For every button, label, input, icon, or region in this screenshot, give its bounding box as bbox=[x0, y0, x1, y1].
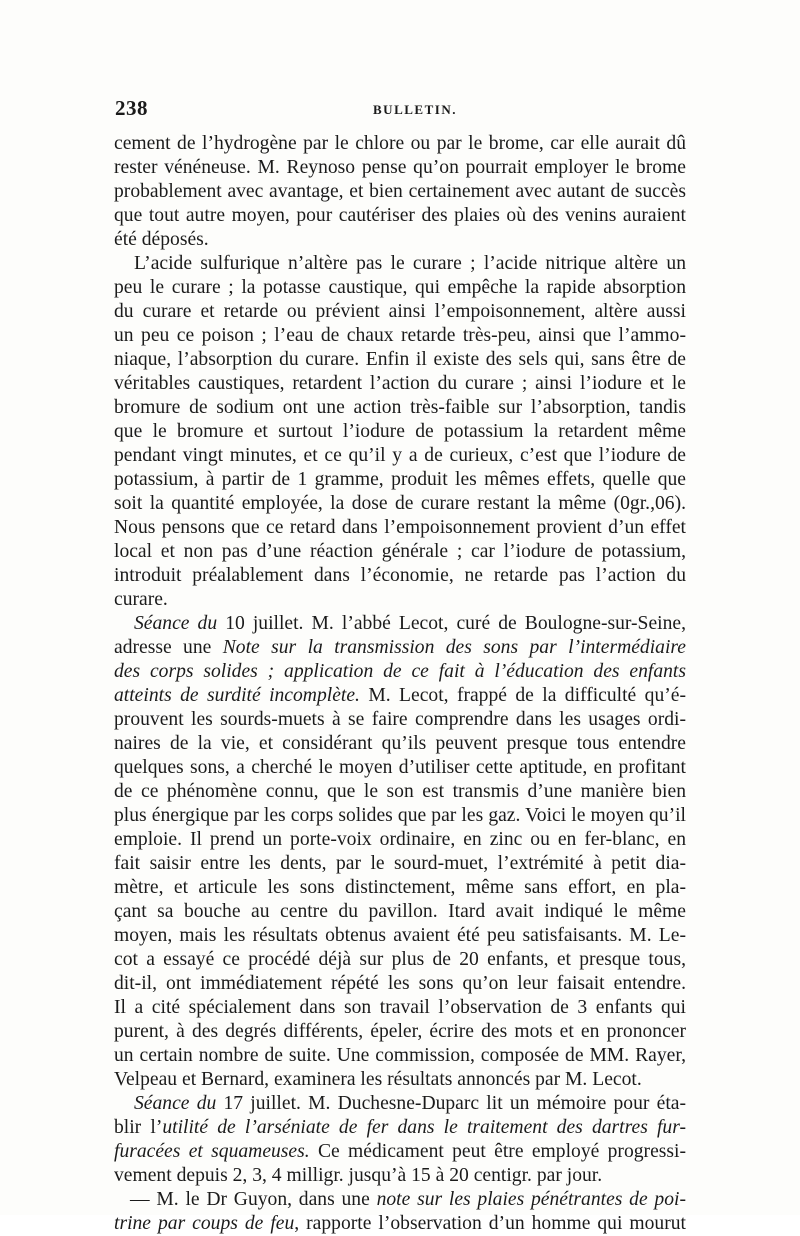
text-line: prouvent les sourds-muets à se faire comprendre dans les usages ordi- bbox=[114, 709, 686, 730]
text-line bbox=[114, 660, 686, 684]
text-line: purent, à des degrés différents, épeler, écrire des mots et en prononcer bbox=[114, 1021, 686, 1042]
work-title: trine par coups de feu bbox=[114, 1213, 295, 1234]
text-line bbox=[114, 1140, 686, 1164]
text-line: véritables caustiques, retardent l’action du curare ; ainsi l’iodure et le bbox=[114, 373, 686, 394]
text-line: été déposés. bbox=[114, 229, 209, 250]
text-line: Nous pensons que ce retard dans l’empoisonnement provient d’un effet bbox=[114, 517, 686, 538]
text-line: dit-il, ont immédiatement répété les sons qu’on leur faisait entendre. bbox=[114, 973, 686, 994]
work-title: Note sur la transmission des sons par l’intermédiaire bbox=[222, 637, 686, 658]
text-line: cot a essayé ce procédé déjà sur plus de 20 enfants, et presque tous, bbox=[114, 949, 686, 970]
text-line: mètre, et articule les sons distinctement, même sans effort, en pla- bbox=[114, 877, 686, 898]
page-number: 238 bbox=[115, 96, 148, 120]
text-line: pendant vingt minutes, et ce qu’il y a de curieux, c’est que l’iodure de bbox=[114, 445, 686, 466]
text-run: M. Lecot, frappé de la difficulté qu’é- bbox=[359, 685, 686, 706]
work-title: furacées et squameuses. bbox=[114, 1141, 310, 1162]
session-date-label: Séance du bbox=[134, 613, 226, 634]
text-run: blir l’ bbox=[114, 1117, 163, 1138]
work-title: atteints de surdité incomplète. bbox=[114, 685, 360, 706]
text-line: un certain nombre de suite. Une commission, composée de MM. Rayer, bbox=[114, 1045, 686, 1066]
session-date-label: Séance du bbox=[134, 1093, 224, 1114]
text-line: L’acide sulfurique n’altère pas le curare ; l’acide nitrique altère un bbox=[134, 253, 686, 274]
text-line bbox=[114, 1188, 686, 1212]
work-title: note sur les plaies pénétrantes de poi- bbox=[376, 1189, 686, 1210]
text-line bbox=[114, 1092, 686, 1116]
text-line: local et non pas d’une réaction générale ; car l’iodure de potassium, bbox=[114, 541, 686, 562]
work-title: utilité de l’arséniate de fer dans le traitement des dartres fur- bbox=[162, 1117, 686, 1138]
text-line: curare. bbox=[114, 589, 168, 610]
text-line: moyen, mais les résultats obtenus avaient été peu satisfaisants. M. Le- bbox=[114, 925, 686, 946]
text-line: peu le curare ; la potasse caustique, qui empêche la rapide absorption bbox=[114, 277, 686, 298]
text-line: que le bromure et surtout l’iodure de potassium la retardent même bbox=[114, 421, 686, 442]
text-line: Il a cité spécialement dans son travail l’observation de 3 enfants qui bbox=[114, 997, 686, 1018]
text-line bbox=[114, 684, 686, 708]
text-line: probablement avec avantage, et bien certainement avec autant de succès bbox=[114, 181, 686, 202]
text-run: adresse une bbox=[114, 637, 223, 658]
text-line: çant sa bouche au centre du pavillon. Itard avait indiqué le même bbox=[114, 901, 686, 922]
text-line: potassium, à partir de 1 gramme, produit les mêmes effets, quelle que bbox=[114, 469, 686, 490]
text-line: rester vénéneuse. M. Reynoso pense qu’on pourrait employer le brome bbox=[114, 157, 686, 178]
body-text bbox=[114, 132, 686, 1236]
text-run: — M. le Dr Guyon, dans une bbox=[130, 1189, 377, 1210]
text-line: emploie. Il prend un porte-voix ordinaire, en zinc ou en fer-blanc, en bbox=[114, 829, 686, 850]
text-line bbox=[114, 612, 686, 636]
text-run: , rapporte l’observation d’un homme qui mourut bbox=[294, 1213, 686, 1234]
text-run: Ce médicament peut être employé progressi- bbox=[309, 1141, 686, 1162]
text-line: de ce phénomène connu, que le son est transmis d’une manière bien bbox=[114, 781, 686, 802]
text-run: 10 juillet. M. l’abbé Lecot, curé de Boulogne-sur-Seine, bbox=[225, 613, 686, 634]
text-line: Velpeau et Bernard, examinera les résultats annoncés par M. Lecot. bbox=[114, 1069, 642, 1090]
text-line: vement depuis 2, 3, 4 milligr. jusqu’à 15 à 20 centigr. par jour. bbox=[114, 1165, 603, 1186]
text-line: fait saisir entre les dents, par le sourd-muet, l’extrémité à petit dia- bbox=[114, 853, 686, 874]
text-line: un peu ce poison ; l’eau de chaux retarde très-peu, ainsi que l’ammo- bbox=[114, 325, 686, 346]
text-line: introduit préalablement dans l’économie, ne retarde pas l’action du bbox=[114, 565, 686, 586]
text-line: bromure de sodium ont une action très-faible sur l’absorption, tandis bbox=[114, 397, 686, 418]
text-line: quelques sons, a cherché le moyen d’utiliser cette aptitude, en profitant bbox=[114, 757, 686, 778]
text-run: 17 juillet. M. Duchesne-Duparc lit un mémoire pour éta- bbox=[223, 1093, 686, 1114]
text-line bbox=[114, 636, 686, 660]
text-line: naires de la vie, et considérant qu’ils peuvent presque tous entendre bbox=[114, 733, 686, 754]
text-line bbox=[114, 1116, 686, 1140]
text-line: niaque, l’absorption du curare. Enfin il existe des sels qui, sans être de bbox=[114, 349, 686, 370]
page-header bbox=[115, 96, 685, 126]
text-line: cement de l’hydrogène par le chlore ou par le brome, car elle aurait dû bbox=[114, 133, 686, 154]
text-line: plus énergique par les corps solides que par les gaz. Voici le moyen qu’il bbox=[114, 805, 686, 826]
text-line: soit la quantité employée, la dose de curare restant la même (0gr.,06). bbox=[114, 493, 686, 514]
text-line: du curare et retarde ou prévient ainsi l’empoisonnement, altère aussi bbox=[114, 301, 686, 322]
running-head: BULLETIN. bbox=[373, 102, 457, 117]
text-line: que tout autre moyen, pour cautériser des plaies où des venins auraient bbox=[114, 205, 686, 226]
text-line bbox=[114, 1212, 686, 1236]
work-title: des corps solides ; application de ce fait à l’éducation des enfants bbox=[114, 661, 686, 682]
